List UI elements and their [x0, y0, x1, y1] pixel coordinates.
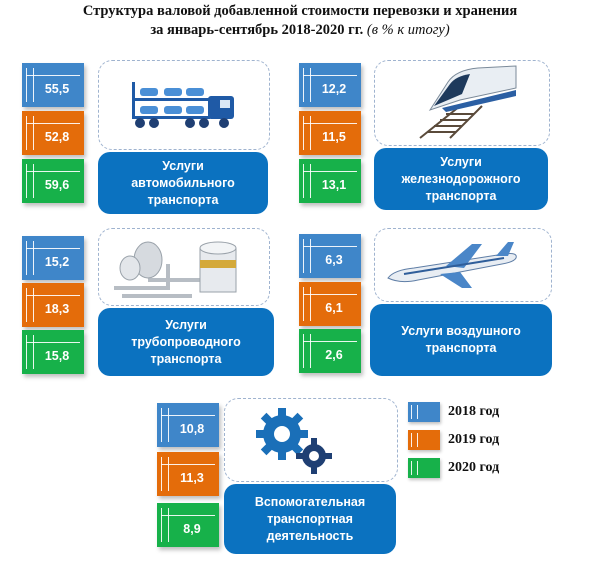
rail-2018-value: 12,2 [299, 63, 361, 107]
air-2018-value: 6,3 [299, 234, 361, 278]
car-carrier-truck-icon [128, 76, 238, 130]
road-2019-value: 52,8 [22, 111, 84, 155]
rail-2019-value: 11,5 [299, 111, 361, 155]
gears-icon [252, 404, 336, 476]
high-speed-train-icon [400, 62, 520, 140]
legend-swatch-2019 [408, 430, 440, 450]
pipeline-category-label: Услуги трубопроводного транспорта [98, 308, 274, 376]
aux-category-label: Вспомогательная транспортная деятельность [224, 484, 396, 554]
pipeline-2018-value: 15,2 [22, 236, 84, 280]
aux-2018-value: 10,8 [157, 403, 219, 447]
air-category-label: Услуги воздушного транспорта [370, 304, 552, 376]
title-line-2-wrap [0, 21, 600, 40]
air-2019-value: 6,1 [299, 282, 361, 326]
legend-swatch-2020 [408, 458, 440, 478]
title-line-1: Структура валовой добавленной стоимости перевозки и хранения [82, 3, 518, 19]
aux-2020-value: 8,9 [157, 503, 219, 547]
rail-category-label: Услуги железнодорожного транспорта [374, 148, 548, 210]
road-2018-value: 55,5 [22, 63, 84, 107]
road-2020-value: 59,6 [22, 159, 84, 203]
aux-2019-value: 11,3 [157, 452, 219, 496]
legend-label-2019: 2019 год [448, 432, 500, 447]
chart-title [0, 2, 600, 40]
airplane-icon [384, 238, 524, 290]
pipeline-2020-value: 15,8 [22, 330, 84, 374]
pipeline-tanks-icon [108, 234, 243, 302]
pipeline-2019-value: 18,3 [22, 283, 84, 327]
legend-label-2018: 2018 год [448, 404, 500, 419]
title-note: (в % к итогу) [366, 22, 450, 38]
legend-label-2020: 2020 год [448, 460, 500, 475]
legend-swatch-2018 [408, 402, 440, 422]
road-category-label: Услуги автомобильного транспорта [98, 152, 268, 214]
title-line-2: за январь-сентябрь 2018-2020 гг. [150, 22, 364, 38]
rail-2020-value: 13,1 [299, 159, 361, 203]
air-2020-value: 2,6 [299, 329, 361, 373]
